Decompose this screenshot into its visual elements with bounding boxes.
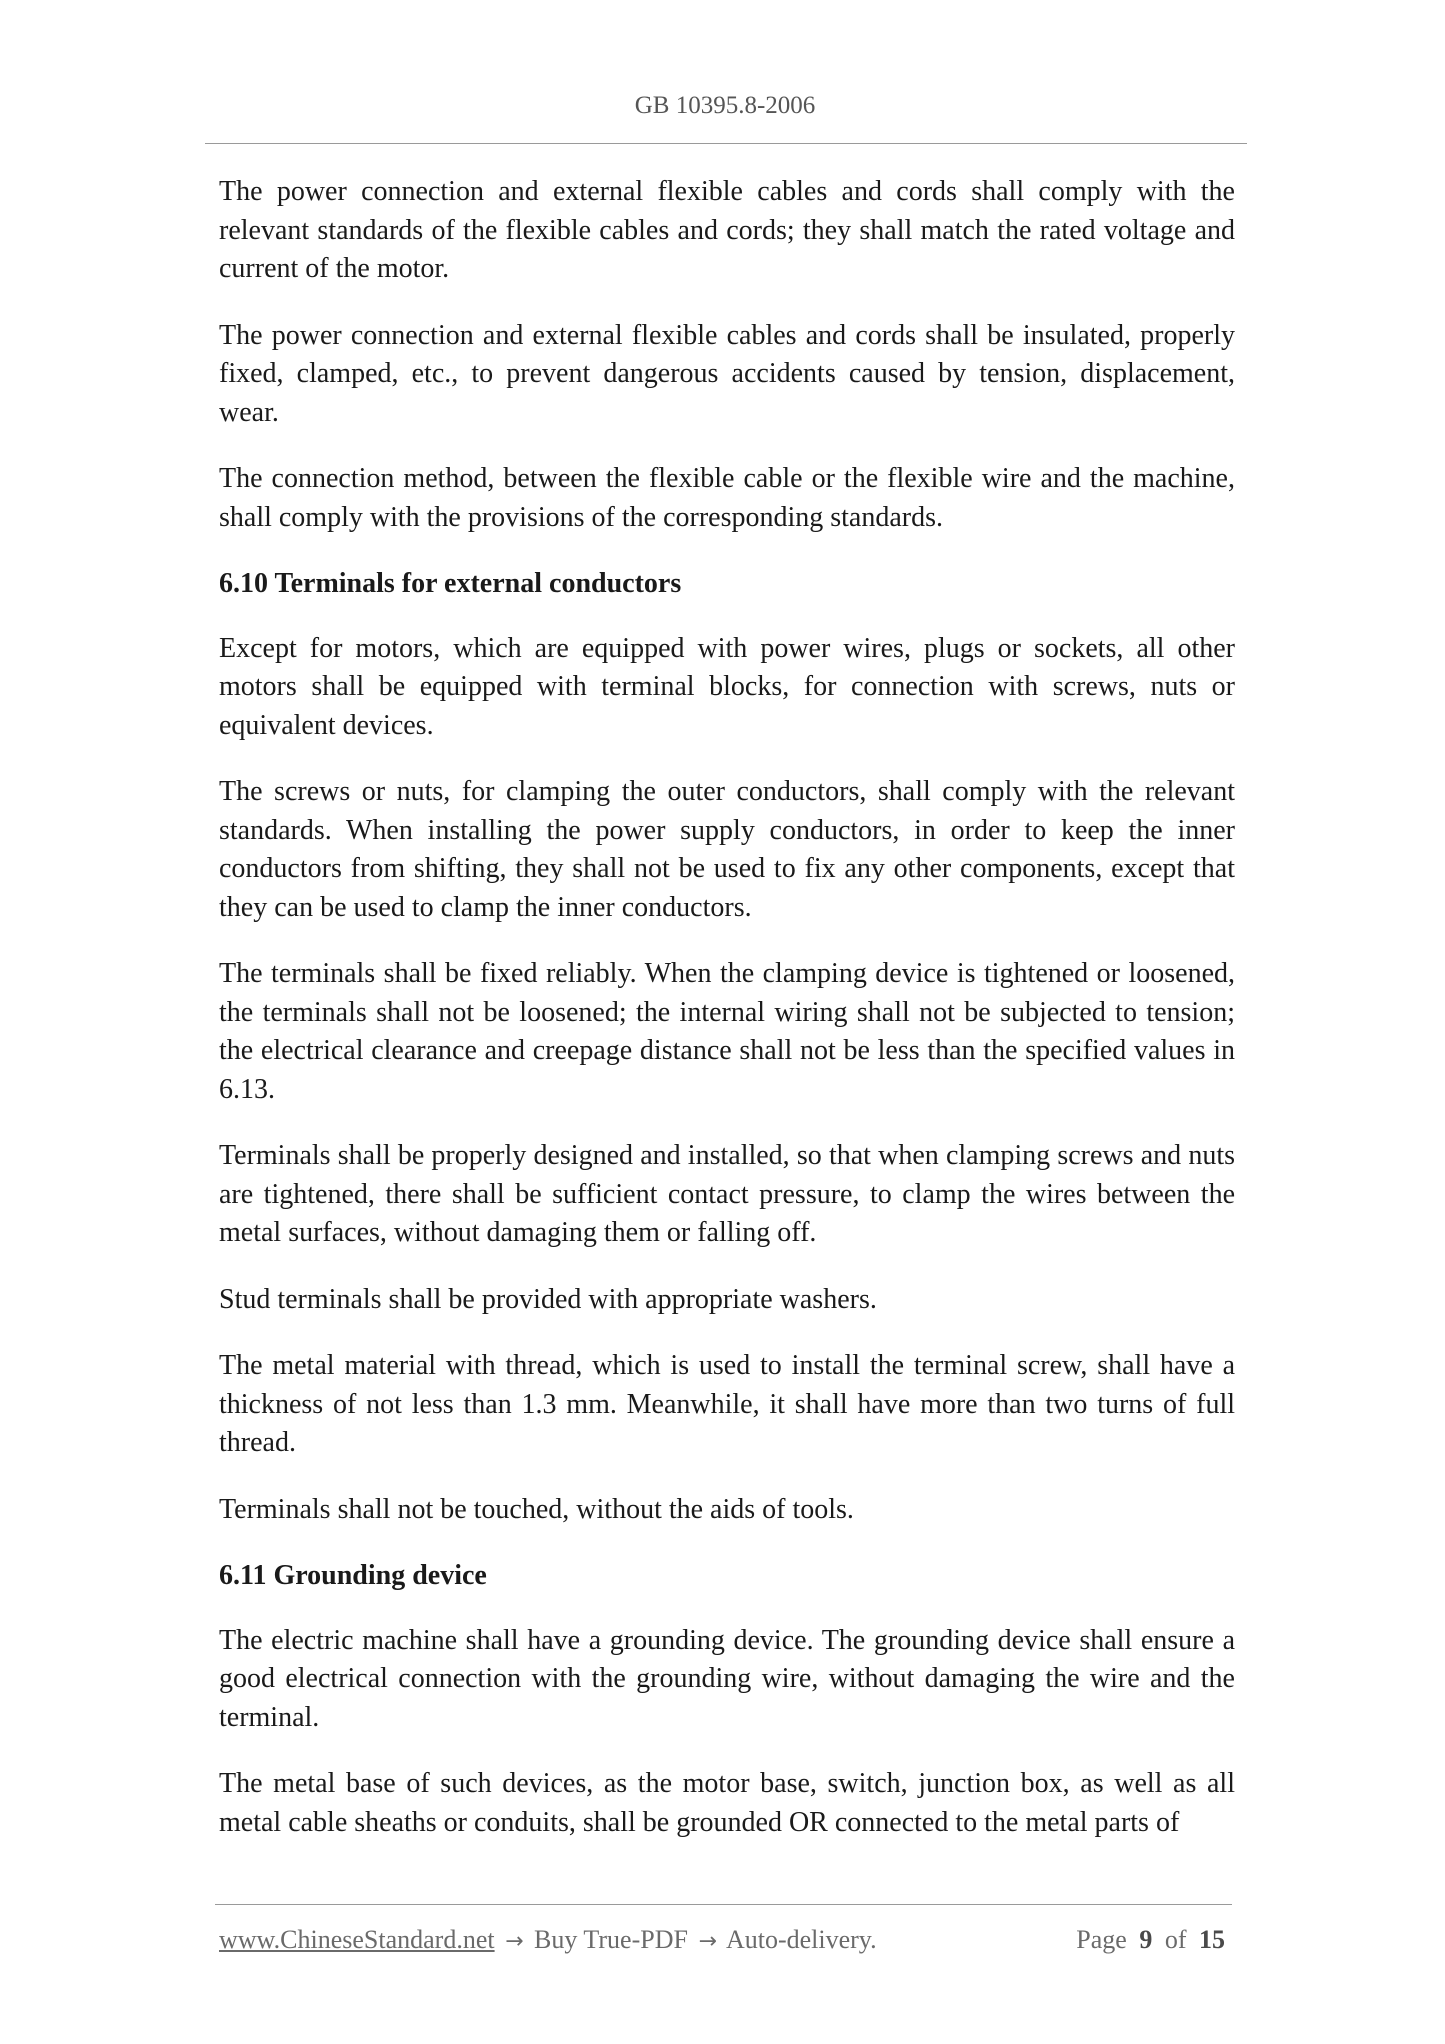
paragraph: Except for motors, which are equipped with power wires, plugs or sockets, all other motors shall be equipped with terminal blocks, for connection with screws, nuts or equivalent devices.	[219, 632, 1235, 741]
paragraph: The metal material with thread, which is used to install the terminal screw, shall have a thickness of not less than 1.3 mm. Meanwhile, it shall have more than two turns of full thread.	[219, 1350, 1235, 1458]
paragraph: The screws or nuts, for clamping the outer conductors, shall comply with the relevant standards. When installing the power supply conductors, in order to keep the inner conductors from shifting, they shall not be used to fix any other components, except that they can be used to clamp the inner conductors.	[219, 776, 1235, 923]
paragraph: The terminals shall be fixed reliably. When the clamping device is tightened or loosened, the terminals shall not be loosened; the internal wiring shall not be subjected to tension; the electrical clearance and creepage distance shall not be less than the specified values in 6.13.	[219, 958, 1235, 1105]
section-heading: 6.11 Grounding device	[219, 1560, 487, 1591]
footer-divider	[215, 1904, 1232, 1905]
paragraph: The power connection and external flexible cables and cords shall be insulated, properly fixed, clamped, etc., to prevent dangerous accidents caused by tension, displacement, wear.	[219, 319, 1235, 428]
page-label: Page	[1076, 1925, 1127, 1954]
arrow-right-icon: →	[698, 1929, 717, 1954]
paragraph: The connection method, between the flexible cable or the flexible wire and the machine, shall comply with the provisions of the corresponding standards.	[219, 463, 1235, 533]
delivery-text: Auto-delivery.	[725, 1925, 877, 1954]
website-link[interactable]: www.ChineseStandard.net	[219, 1925, 495, 1954]
running-header: GB 10395.8-2006	[634, 92, 816, 119]
paragraph: Terminals shall not be touched, without the aids of tools.	[219, 1493, 854, 1525]
paragraph: The electric machine shall have a grounding device. The grounding device shall ensure a good electrical connection with the grounding wire, without damaging the wire and the terminal.	[219, 1624, 1235, 1733]
document-body	[219, 173, 1235, 1870]
paragraph: The metal base of such devices, as the motor base, switch, junction box, as well as all metal cable sheaths or conduits, shall be grounded OR connected to the metal parts of	[219, 1768, 1235, 1838]
paragraph: Terminals shall be properly designed and installed, so that when clamping screws and nuts are tightened, there shall be sufficient contact pressure, to clamp the wires between the metal surfaces, without damaging them or falling off.	[219, 1140, 1235, 1248]
paragraph: The power connection and external flexible cables and cords shall comply with the relevant standards of the flexible cables and cords; they shall match the rated voltage and current of the motor.	[219, 176, 1235, 284]
paragraph: Stud terminals shall be provided with appropriate washers.	[219, 1283, 877, 1315]
total-page-count: 15	[1199, 1925, 1225, 1954]
buy-pdf-text: Buy True-PDF	[534, 1925, 688, 1954]
footer-promo	[219, 1925, 877, 1955]
page-indicator	[1076, 1925, 1231, 1955]
of-label: of	[1164, 1925, 1187, 1954]
section-heading: 6.10 Terminals for external conductors	[219, 568, 682, 599]
arrow-right-icon: →	[505, 1929, 524, 1954]
current-page-number: 9	[1139, 1925, 1153, 1954]
header-divider	[205, 143, 1247, 144]
